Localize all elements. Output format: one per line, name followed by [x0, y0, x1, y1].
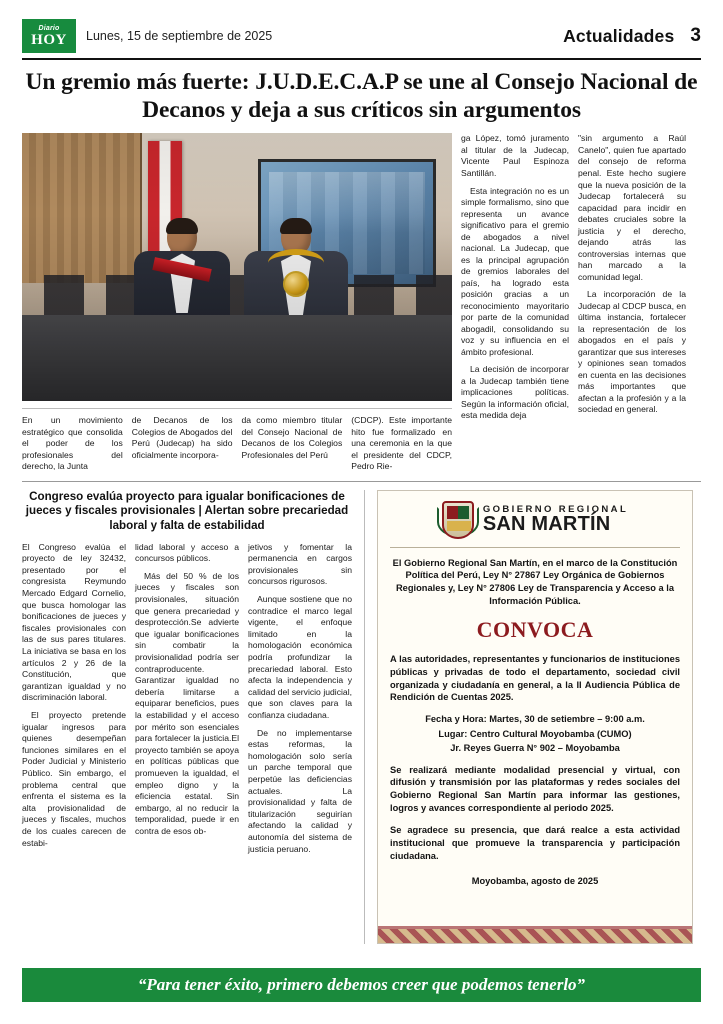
issue-date: Lunes, 15 de septiembre de 2025 — [86, 29, 273, 43]
top-article — [22, 133, 701, 472]
caption-col-1: En un movimiento estratégico que consolida el poder de los profesionales del derecho, la Junta — [22, 415, 123, 472]
ad-date-line: Fecha y Hora: Martes, 30 de setiembre – 9:00 a.m. — [425, 714, 645, 725]
ad-signature: Moyobamba, agosto de 2025 — [471, 876, 599, 887]
page-number: 3 — [690, 25, 701, 46]
photo-block — [22, 133, 452, 472]
newspaper-logo — [22, 19, 76, 53]
footer-quote-banner — [22, 968, 701, 1002]
ad-note-1: Se realizará mediante modalidad presencial y virtual, con difusión y transmisión por las plataformas y redes sociales del Gobierno Regional San Martín para informar las gestiones, logros y avances correspondiente al periodo 2025. — [390, 764, 680, 814]
paragraph: El proyecto pretende igualar ingresos para quienes desempeñan funciones similares en el Poder Judicial y Ministerio Público. Sin embargo, el problema central que enfrenta el sistema es la alta provisionalidad de jueces y fiscales, muchos de los cuales carecen de estabi- — [22, 710, 126, 848]
paragraph: La decisión de incorporar a la Judecap también tiene implicaciones políticas. Según la información oficial, esta medida deja — [461, 364, 569, 421]
footer-quote-text: “Para tener éxito, primero debemos creer que podemos tenerlo” — [137, 975, 586, 994]
main-headline: Un gremio más fuerte: J.U.D.E.C.A.P se une al Consejo Nacional de Decanos y deja a sus críticos sin argumentos — [25, 69, 698, 123]
secondary-col-2 — [135, 542, 239, 861]
secondary-article-columns — [22, 542, 352, 861]
coat-of-arms-icon — [442, 501, 474, 539]
paragraph: El Congreso evalúa el proyecto de ley 32432, presentado por el congresista Reymundo Mercado Edgard Cornelio, que busca homologar las bonificaciones de jueces y fiscales provisionales con las de sus pares titulares. La iniciativa se basa en los artículos 2 y 26 de la Constitución, que garantizan igualdad y no discriminación laboral. — [22, 541, 126, 703]
lower-section — [22, 490, 701, 944]
paragraph: Esta integración no es un simple formalismo, sino que representa un avance significativo para el gremio de abogados a nivel nacional. La Judecap, que es la principal agrupación de gremios laborales del país, ha logrado esta posición gracias a un reconocimiento mayoritario por parte de la comunidad abogadil, consolidando su voz y su influencia en el ámbito profesional. — [461, 185, 569, 357]
ad-convoca-title: CONVOCA — [476, 616, 594, 642]
advertisement-area — [364, 490, 693, 944]
ad-header — [390, 501, 680, 539]
handshake-ceremony-photo — [22, 133, 452, 401]
secondary-col-1 — [22, 542, 126, 861]
ad-note-2: Se agradece su presencia, que dará realce a esta actividad institucional que promueve la transparencia y participación ciudadana. — [390, 824, 680, 861]
logo-line-2: HOY — [31, 31, 67, 48]
ad-org-name — [483, 505, 628, 535]
secondary-article — [22, 490, 352, 944]
masthead — [22, 20, 701, 60]
paragraph: ga López, tomó juramento al titular de la Judecap, Vicente Paul Espinoza Santillán. — [461, 133, 569, 178]
top-text-col-1 — [461, 133, 569, 472]
paragraph: Aunque sostiene que no contradice el marco legal vigente, el enfoque limitado en la homologación económica podría profundizar la precariedad laboral. Esto afecta la independencia y calidad del servicio judicial, que son claves para la confianza ciudadana. — [248, 594, 352, 721]
ad-divider — [390, 547, 680, 548]
logo-line-1: Diario — [38, 24, 60, 32]
divider — [22, 481, 701, 482]
caption-col-3: da como miembro titular del Consejo Nacional de Decanos de los Colegios Profesionales del Perú — [241, 415, 343, 460]
paragraph: La incorporación de la Judecap al CDCP busca, en última instancia, fortalecer la representación de los abogados en el país y garantizar que sus intereses y opiniones sean tomados en cuenta en las decisiones más importantes que afectan a la profesión y a la sociedad en general. — [578, 289, 686, 415]
photo-caption — [22, 408, 452, 472]
paragraph: "sin argumento a Raúl Canelo", quien fue apartado del consejo de reforma penal. Este hecho sugiere que la nueva posición de la Judecap fortalecerá su capacidad para incidir en debates cruciales sobre la justicia y el derecho, dejando atrás las controversias internas que han marcado a la comunidad legal. — [578, 133, 686, 282]
ad-intro: El Gobierno Regional San Martín, en el marco de la Constitución Política del Perú, Ley N° 27867 Ley Orgánica de Gobiernos Regionales y, Ley N° 27806 Ley de Transparencia y Acceso a la Información Pública. — [392, 557, 678, 607]
ad-org-line-1: GOBIERNO REGIONAL — [482, 503, 629, 515]
ad-place-line-1: Lugar: Centro Cultural Moyobamba (CUMO) — [438, 729, 632, 739]
ad-body: A las autoridades, representantes y funcionarios de instituciones públicas y privadas de todo el departamento, sociedad civil organizada y ciudadanía en general, a la II Audiencia Pública de Rendición de Cuentas 2025. — [390, 653, 680, 703]
paragraph: De no implementarse estas reformas, la homologación solo sería un parche temporal que perpetúe las deficiencias actuales. La provisionalidad y falta de titularización seguirían afectando la calidad y autonomía del sistema de justicia peruano. — [248, 727, 352, 854]
ad-place-line-2: Jr. Reyes Guerra N° 902 – Moyobamba — [450, 742, 620, 753]
section-title: Actualidades — [563, 25, 675, 46]
top-article-text — [461, 133, 687, 472]
secondary-headline: Congreso evalúa proyecto para igualar bonificaciones de jueces y fiscales provisionales | Alertan sobre precariedad laboral y falta de estabilidad — [25, 489, 349, 532]
ad-footer-pattern — [378, 929, 692, 943]
government-ad — [377, 490, 693, 944]
secondary-col-3 — [248, 542, 352, 861]
top-text-col-2 — [578, 133, 686, 472]
caption-col-4: (CDCP). Este importante hito fue formalizado en una ceremonia en la que el presidente del CDCP, Pedro Rie- — [351, 415, 452, 472]
paragraph: Más del 50 % de los jueces y fiscales son provisionales, situación que genera precariedad y desprotección.Se advierte que igualar bonificaciones sin combatir la provisionalidad podría ser contraproducente. Garantizar igualdad no debería limitarse a equiparar beneficios, pues la estabilidad y el acceso por mérito son esenciales para fortalecer la justicia.El proyecto también se apoya en políticas públicas que promueven la igualdad, el empleo digno y la eficiencia estatal. Sin embargo, al no reducir la temporalidad, puede ir en contra de esos ob- — [135, 570, 239, 836]
paragraph: lidad laboral y acceso a concursos públicos. — [135, 541, 239, 564]
ad-org-line-2: SAN MARTÍN — [482, 513, 611, 536]
paragraph: jetivos y fomentar la permanencia en cargos provisionales sin concursos rigurosos. — [248, 541, 352, 587]
caption-col-2: de Decanos de los Colegios de Abogados del Perú (Judecap) ha sido oficialmente incorpora- — [131, 415, 233, 460]
